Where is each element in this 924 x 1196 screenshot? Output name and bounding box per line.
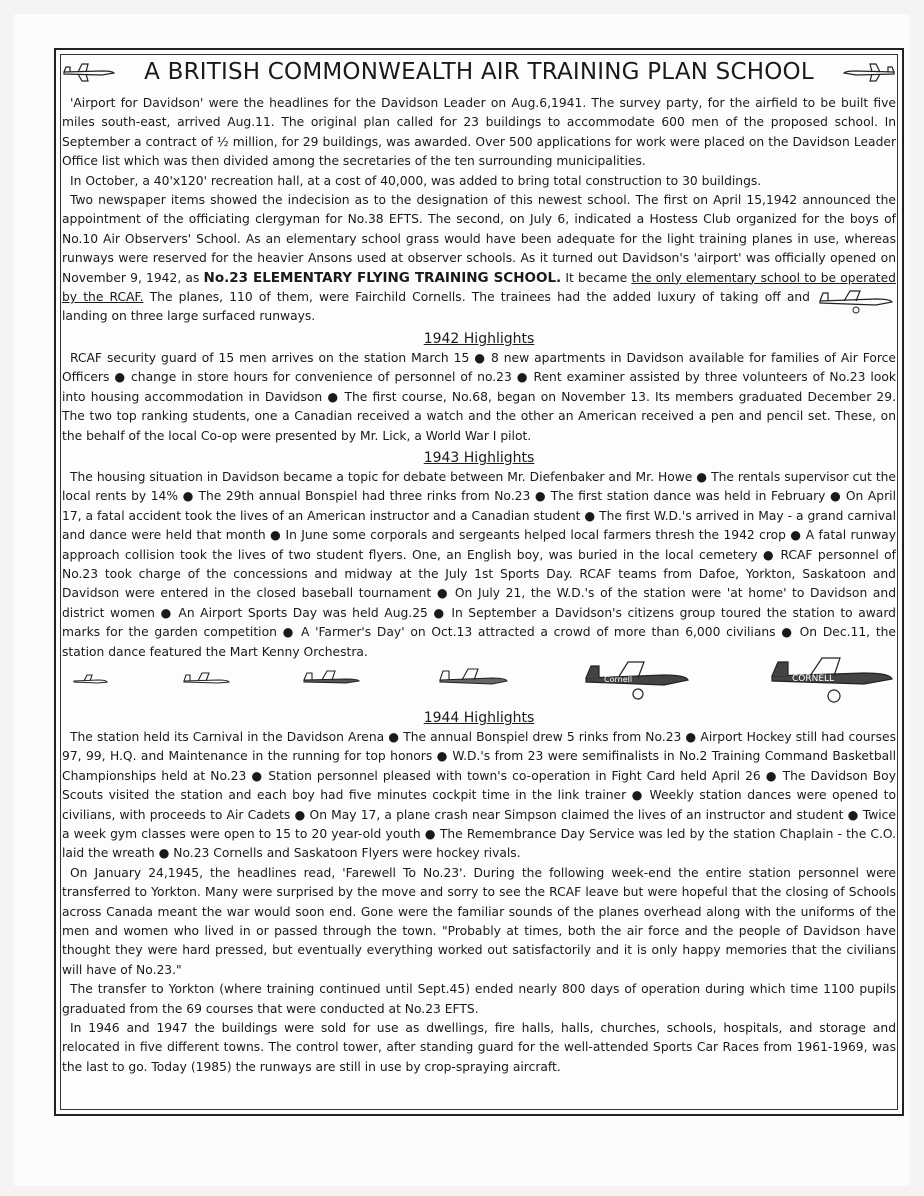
- scanned-page: [14, 14, 910, 1186]
- page-title: A BRITISH COMMONWEALTH AIR TRAINING PLAN SCHOOL: [144, 59, 814, 85]
- article-body: [62, 94, 896, 1077]
- planes-illustration-row: [62, 664, 896, 704]
- section-heading-1943: 1943 Highlights: [423, 449, 535, 466]
- page-border: [54, 48, 904, 1116]
- section-heading-1944: 1944 Highlights: [423, 709, 535, 726]
- intro-paragraph-3: [62, 191, 896, 327]
- intro-end-text: The planes, 110 of them, were Fairchild Cornells. The trainees had the added luxury of taking off and landing on three large surfaced runways.: [62, 290, 810, 324]
- highlights-1944: The station held its Carnival in the Davidson Arena ● The annual Bonspiel drew 5 rinks from No.23 ● Airport Hockey still had courses 97, 99, H.Q. and Maintenance in the running for top honors ● W.D.'s from 23 were semifinalists in No.2 Training Command Basketball Championships held at No.23 ● Station personnel pleased with town's co-operation in Fight Card held April 26 ● The Davidson Boy Scouts visited the station and each boy had five minutes cockpit time in the link trainer ● Weekly station dances were opened to civilians, with proceeds to Air Cadets ● On May 17, a plane crash near Simpson claimed the lives of an instructor and student ● Twice a week gym classes were open to 15 to 20 year-old youth ● The Remembrance Day Service was led by the station Chaplain - the C.O. laid the wreath ● No.23 Cornells and Saskatoon Flyers were hockey rivals.: [62, 729, 896, 861]
- small-plane-sketch-2: [182, 670, 230, 692]
- small-plane-sketch-1: [72, 672, 108, 690]
- intro-paragraph-1: 'Airport for Davidson' were the headlines for the Davidson Leader on Aug.6,1941. The survey party, for the airfield to be built five miles south-east, arrived Aug.11. The original plan called for 23 buildings to accommodate 600 men of the proposed school. In September a contract of ½ million, for 29 buildings, was awarded. Over 500 applications for work were placed on the Davidson Leader Office list which was then divided among the secretaries of the ten surrounding municipalities.: [62, 96, 896, 169]
- title-row: [62, 54, 896, 90]
- intro-paragraph-3-text: Two newspaper items showed the indecision as to the designation of this newest school. The first on April 15,1942 announced the appointment of the officiating clergyman for No.38 EFTS. The second, on July 6, indicated a Hostess Club organized for the boys of No.10 Air Observers' School. As an elementary school grass would have been adequate for the light training planes in use, whereas runways were reserved for the heavier Ansons used at observer schools. As it turned out Davidson's 'airport' was officially opened on November 9, 1942, as: [62, 193, 896, 285]
- cornell-plane-sketch-1: [816, 288, 896, 314]
- highlights-1943: The housing situation in Davidson became a topic for debate between Mr. Diefenbaker and Mr. Howe ● The rentals supervisor cut the local rents by 14% ● The 29th annual Bonspiel had three rinks from No.23 ● The first station dance was held in February ● On April 17, a fatal accident took the lives of an American instructor and a Canadian student ● The first W.D.'s arrived in May - a grand carnival and dance were held that month ● In June some corporals and sergeants helped local farmers thresh the 1942 crop ● A fatal runway approach collision took the lives of two student flyers. One, an English boy, was buried in the local cemetery ● RCAF personnel of No.23 took charge of the concessions and midway at the July 1st Sports Day. RCAF teams from Dafoe, Yorkton, Saskatoon and Davidson were entered in the closed baseball tournament ● On July 21, the W.D.'s of the station were 'at home' to Davidson and district women ● An Airport Sports Day was held Aug.25 ● In September a Davidson's citizens group toured the station to award marks for the garden competition ● A 'Farmer's Day' on Oct.13 attracted a crowd of more than 6,000 civilians ● On Dec.11, the station dance featured the Mart Kenny Orchestra.: [62, 469, 896, 659]
- small-plane-sketch-4: [438, 666, 508, 694]
- cornell-plane-sketch-3: [768, 654, 896, 704]
- closing-paragraph-2: The transfer to Yorkton (where training continued until Sept.45) ended nearly 800 days of operation during which time 1100 pupils graduated from the 69 courses that were conducted at No.23 EFTS.: [62, 982, 896, 1016]
- closing-paragraph-3: In 1946 and 1947 the buildings were sold for use as dwellings, fire halls, halls, churches, schools, hospitals, and storage and relocated in five different towns. The control tower, after standing guard for the well-attended Sports Car Races from 1961-1969, was the last to go. Today (1985) the runways are still in use by crop-spraying aircraft.: [62, 1021, 896, 1074]
- intro-paragraph-2: In October, a 40'x120' recreation hall, at a cost of 40,000, was added to bring total construction to 30 buildings.: [70, 173, 762, 188]
- plane-label-cornell-caps: CORNELL: [792, 673, 835, 684]
- underlined-fact: the only elementary school to be operated by the RCAF.: [62, 270, 896, 305]
- plane-label-cornell: Cornell: [604, 674, 633, 684]
- highlights-1942: RCAF security guard of 15 men arrives on the station March 15 ● 8 new apartments in Davidson available for families of Air Force Officers ● change in store hours for convenience of personnel of no.23 ● Rent examiner assisted by three volunteers of No.23 look into housing accommodation in Davidson ● The first course, No.68, began on November 13. Its members graduated December 29. The two top ranking students, one a Canadian received a watch and the other an American received a pen and pencil set. These, on the behalf of the local Co-op were presented by Mr. Lick, a World War I pilot.: [62, 350, 896, 443]
- intro-mid-text: It became: [565, 270, 628, 285]
- closing-paragraph-1: On January 24,1945, the headlines read, 'Farewell To No.23'. During the following week-end the entire station personnel were transferred to Yorkton. Many were surprised by the move and sorry to see the RCAF leave but were hopeful that the closing of Schools across Canada meant the war would soon end. Gone were the familiar sounds of the planes overhead along with the uniforms of the men and women who lived in or passed through the town. "Probably at times, both the air force and the people of Davidson have thought they were hard pressed, but eventually everything worked out satisfactorily and it is only happy memories that the civilians will have of No.23.": [62, 865, 896, 977]
- section-heading-1942: 1942 Highlights: [423, 330, 535, 347]
- plane-illustration-left: [62, 61, 116, 83]
- cornell-plane-sketch-2: [582, 658, 692, 702]
- school-name: No.23 ELEMENTARY FLYING TRAINING SCHOOL.: [203, 269, 562, 286]
- plane-illustration-right: [842, 61, 896, 83]
- small-plane-sketch-3: [302, 668, 360, 692]
